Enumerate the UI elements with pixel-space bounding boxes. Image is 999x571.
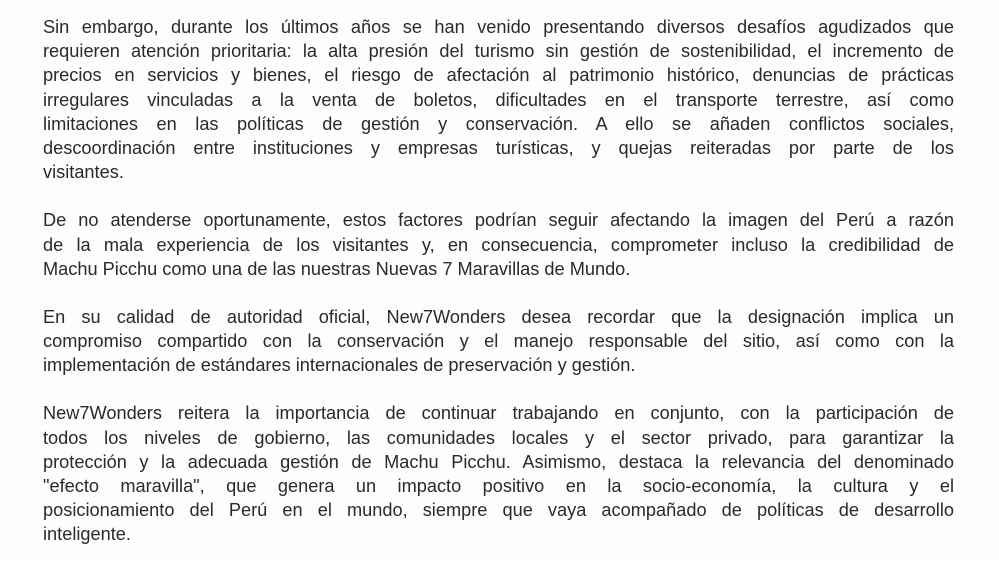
text-line: Machu Picchu como una de las nuestras Nuevas 7 Maravillas de Mundo.	[43, 258, 631, 279]
text-line: protección y la adecuada gestión de Machu Picchu. Asimismo, destaca la relevancia del denominado	[43, 451, 954, 472]
text-line: requieren atención prioritaria: la alta presión del turismo sin gestión de sostenibilidad, el incremento de	[43, 41, 954, 62]
text-line: inteligente.	[43, 524, 131, 545]
paragraph-authority	[43, 305, 954, 378]
text-line: En su calidad de autoridad oficial, New7Wonders desea recordar que la designación implica un	[43, 306, 954, 327]
text-line: precios en servicios y bienes, el riesgo de afectación al patrimonio histórico, denuncias de prácticas	[43, 65, 954, 86]
text-line: descoordinación entre instituciones y empresas turísticas, y quejas reiteradas por parte de los	[43, 137, 954, 158]
document-page	[43, 15, 954, 571]
paragraph-cooperation	[43, 401, 954, 546]
text-line: New7Wonders reitera la importancia de continuar trabajando en conjunto, con la participación de	[43, 403, 954, 424]
text-line: limitaciones en las políticas de gestión y conservación. A ello se añaden conflictos sociales,	[43, 113, 954, 134]
text-line: todos los niveles de gobierno, las comunidades locales y el sector privado, para garantizar la	[43, 427, 954, 448]
text-line: Sin embargo, durante los últimos años se han venido presentando diversos desafíos agudizados que	[43, 17, 954, 37]
paragraph-consequences	[43, 208, 954, 281]
text-line: De no atenderse oportunamente, estos factores podrían seguir afectando la imagen del Perú a razón	[43, 210, 954, 231]
text-line: de la mala experiencia de los visitantes y, en consecuencia, comprometer incluso la credibilidad de	[43, 234, 954, 255]
text-line: visitantes.	[43, 162, 124, 183]
text-line: irregulares vinculadas a la venta de boletos, dificultades en el transporte terrestre, así como	[43, 89, 954, 110]
text-line: posicionamiento del Perú en el mundo, siempre que vaya acompañado de políticas de desarrollo	[43, 500, 954, 521]
text-line: compromiso compartido con la conservación y el manejo responsable del sitio, así como con la	[43, 331, 954, 352]
paragraph-challenges	[43, 15, 954, 184]
text-line: implementación de estándares internacionales de preservación y gestión.	[43, 355, 636, 376]
text-line: "efecto maravilla", que genera un impacto positivo en la socio-economía, la cultura y el	[43, 476, 954, 496]
